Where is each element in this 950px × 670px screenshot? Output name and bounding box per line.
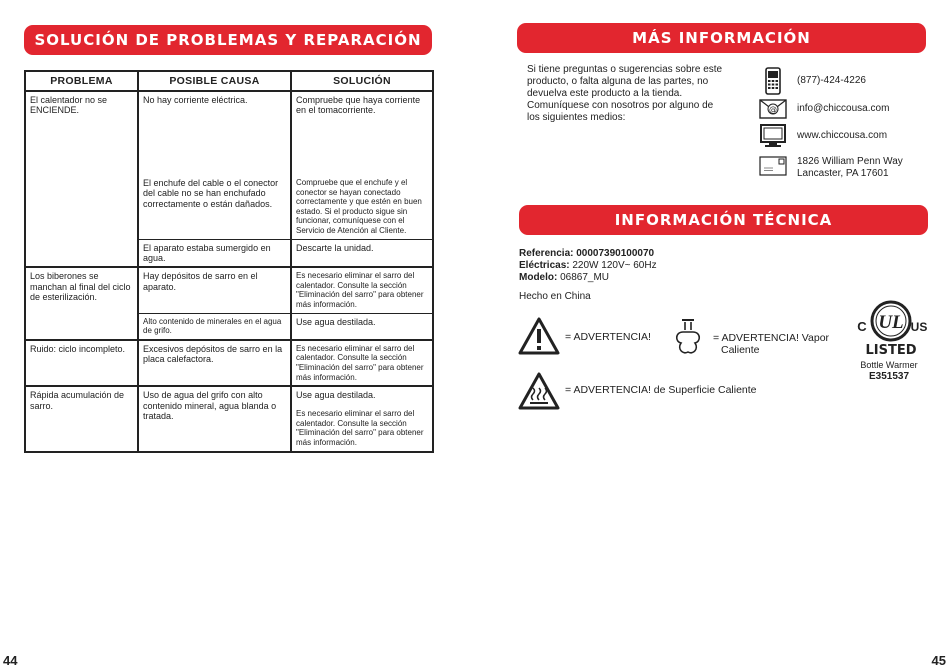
table-row xyxy=(25,340,433,386)
cause-cell: Alto contenido de minerales en el agua de grifo. xyxy=(138,313,291,340)
table-row xyxy=(25,267,433,313)
cause-cell: El enchufe del cable o el conector del cable no se han enchufado correctamente o están dañados. xyxy=(138,175,291,239)
problem-cell: El calentador no se ENCIENDE. xyxy=(25,91,138,267)
ul-listed-text: LISTED xyxy=(865,343,917,358)
solution-cell: Es necesario eliminar el sarro del calentador. Consulte la sección "Eliminación del sarro" para obtener más información. xyxy=(296,409,424,447)
table-row xyxy=(25,386,433,406)
solution-cell: Descarte la unidad. xyxy=(291,239,433,267)
header-problem: PROBLEMA xyxy=(25,71,138,91)
steam-warning-line-2: Caliente xyxy=(721,344,760,356)
solution-cell: Use agua destilada. xyxy=(291,386,433,406)
ul-file-number: E351537 xyxy=(868,371,910,382)
page-number-right: 45 xyxy=(931,653,946,668)
ul-product-label: Bottle Warmer xyxy=(860,360,918,370)
cause-cell: No hay corriente eléctrica. xyxy=(138,91,291,175)
page-number-left: 44 xyxy=(3,653,18,668)
technical-info-title: INFORMACIÓN TÉCNICA xyxy=(614,211,833,229)
solution-cell: Compruebe que haya corriente en el tomacorriente. xyxy=(296,95,421,116)
address-line-2: Lancaster, PA 17601 xyxy=(797,168,889,179)
hot-surface-warning-label: = ADVERTENCIA! de Superficie Caliente xyxy=(565,384,757,396)
ul-listed-logo xyxy=(854,300,930,358)
table-row xyxy=(25,91,433,175)
model-value: 06867_MU xyxy=(560,272,610,283)
made-in: Hecho en China xyxy=(519,291,591,302)
cause-cell: El aparato estaba sumergido en agua. xyxy=(138,239,291,267)
hot-surface-warning-icon xyxy=(517,371,561,411)
contact-address xyxy=(797,156,903,180)
svg-text:@: @ xyxy=(769,105,777,114)
header-cause: POSIBLE CAUSA xyxy=(138,71,291,91)
problem-cell: Rápida acumulación de sarro. xyxy=(25,386,138,451)
cause-cell: Uso de agua del grifo con alto contenido mineral, agua blanda o tratada. xyxy=(138,386,291,451)
technical-info-title-banner xyxy=(519,205,928,235)
tech-reference xyxy=(519,248,654,260)
reference-value: 00007390100070 xyxy=(576,248,655,259)
contact-phone: (877)-424-4226 xyxy=(797,75,866,86)
problem-cell: Los biberones se manchan al final del ciclo de esterilización. xyxy=(25,267,138,340)
troubleshooting-table xyxy=(24,70,434,453)
more-info-text: Si tiene preguntas o sugerencias sobre este producto, o falta alguna de las partes, no devuelva este producto a la tienda. Comuníquese con nosotros por alguno de los siguientes medios: xyxy=(527,64,723,123)
electrical-label: Eléctricas: xyxy=(519,260,570,271)
cause-cell: Hay depósitos de sarro en el aparato. xyxy=(138,267,291,313)
problem-cell: Ruido: ciclo incompleto. xyxy=(25,340,138,386)
more-info-title-banner xyxy=(517,23,926,53)
steam-warning-label xyxy=(713,332,829,356)
reference-label: Referencia: xyxy=(519,248,574,259)
mail-envelope-icon xyxy=(759,156,787,176)
troubleshooting-title: SOLUCIÓN DE PROBLEMAS Y REPARACIÓN xyxy=(34,31,422,49)
computer-monitor-icon xyxy=(760,124,786,148)
cause-cell: Excesivos depósitos de sarro en la placa calefactora. xyxy=(138,340,291,386)
troubleshooting-title-banner xyxy=(24,25,432,55)
hot-steam-warning-icon xyxy=(671,318,705,358)
solution-cell: Es necesario eliminar el sarro del calentador. Consulte la sección "Eliminación del sarro" para obtener más información. xyxy=(291,267,433,313)
solution-cell: Compruebe que el enchufe y el conector se hayan conectado correctamente y que estén en buen estado. Si el producto sigue sin funcionar, comuníquese con el Servicio de Atención al Cliente. xyxy=(296,178,422,235)
ul-us-mark: US xyxy=(910,320,928,334)
contact-email: info@chiccousa.com xyxy=(797,103,890,114)
tech-model xyxy=(519,272,609,284)
address-line-1: 1826 William Penn Way xyxy=(797,156,903,167)
solution-cell: Es necesario eliminar el sarro del calentador. Consulte la sección "Eliminación del sarro" para obtener más información. xyxy=(291,340,433,386)
solution-cell: Use agua destilada. xyxy=(291,313,433,340)
tech-electrical xyxy=(519,260,657,272)
contact-website: www.chiccousa.com xyxy=(797,130,888,141)
steam-warning-line-1: = ADVERTENCIA! Vapor xyxy=(713,332,830,344)
ul-c-mark: C xyxy=(857,319,867,334)
more-info-title: MÁS INFORMACIÓN xyxy=(632,29,811,47)
header-solution: SOLUCIÓN xyxy=(291,71,433,91)
table-header-row xyxy=(25,71,433,91)
ul-logo-text: UL xyxy=(878,312,904,333)
email-icon xyxy=(759,99,787,119)
warning-label: = ADVERTENCIA! xyxy=(565,331,651,343)
mobile-phone-icon xyxy=(765,67,781,95)
warning-triangle-icon xyxy=(517,316,561,356)
model-label: Modelo: xyxy=(519,272,558,283)
electrical-value: 220W 120V~ 60Hz xyxy=(572,260,657,271)
